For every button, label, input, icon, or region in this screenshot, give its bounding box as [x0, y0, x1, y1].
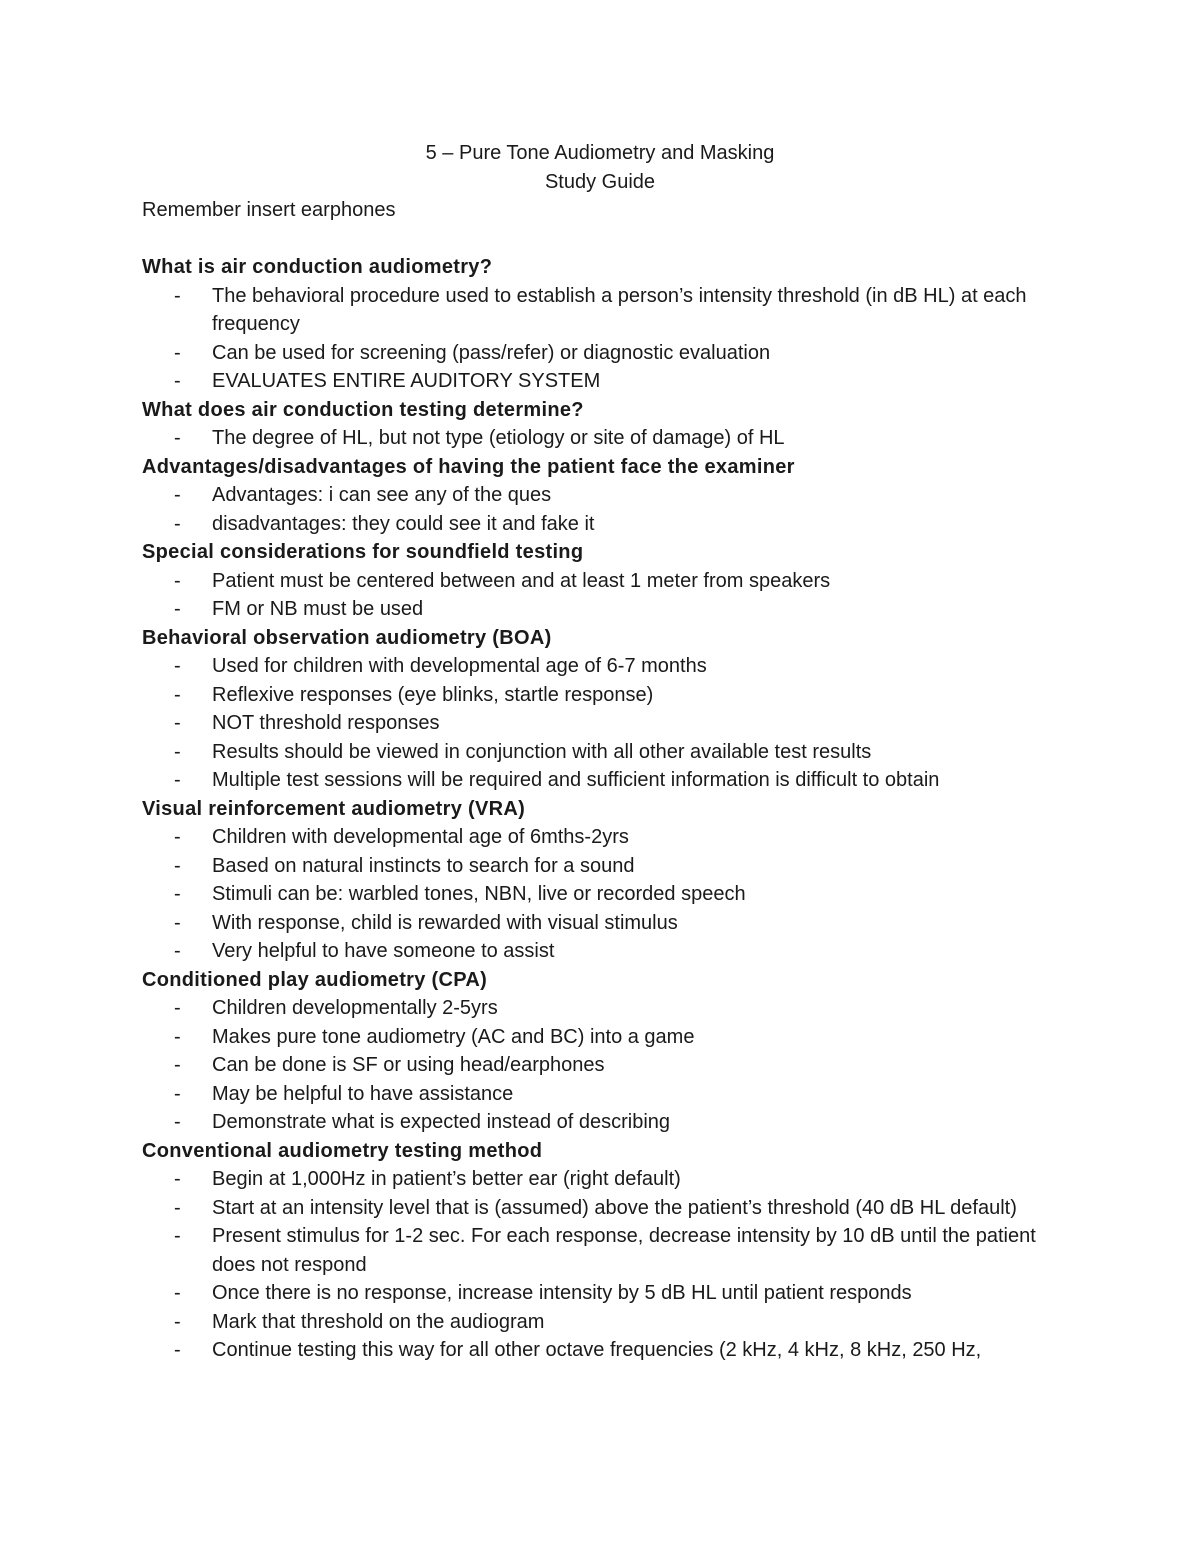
bullet-dash: - — [174, 512, 181, 535]
bullet-dash: - — [174, 1310, 181, 1333]
bullet-dash: - — [174, 284, 181, 307]
bullet-dash: - — [174, 826, 181, 848]
bullet-item — [142, 852, 1052, 881]
bullet-dash: - — [174, 883, 181, 905]
bullet-list — [142, 823, 1052, 966]
bullet-item — [142, 481, 1052, 510]
bullet-dash: - — [174, 427, 181, 449]
sections-container — [142, 253, 1052, 1365]
bullet-dash: - — [174, 769, 181, 791]
bullet-list — [142, 652, 1052, 795]
bullet-dash: - — [174, 1225, 181, 1247]
bullet-dash: - — [174, 1168, 181, 1190]
bullet-dash: - — [174, 655, 181, 677]
bullet-text: Demonstrate what is expected instead of describing — [212, 1111, 671, 1133]
bullet-item — [142, 282, 1052, 339]
bullet-dash: - — [174, 683, 181, 706]
bullet-text: Used for children with developmental age of 6-7 months — [212, 655, 707, 677]
bullet-text: Results should be viewed in conjunction with all other available test results — [212, 740, 872, 763]
bullet-item — [142, 1080, 1052, 1109]
bullet-text: Patient must be centered between and at least 1 meter from speakers — [212, 569, 831, 592]
bullet-dash: - — [174, 341, 181, 364]
bullet-text: Stimuli can be: warbled tones, NBN, live or recorded speech — [212, 883, 746, 905]
bullet-text: Based on natural instincts to search for a sound — [212, 854, 635, 877]
bullet-text: Children developmentally 2-5yrs — [212, 997, 498, 1019]
bullet-list — [142, 994, 1052, 1137]
bullet-item — [142, 1308, 1052, 1337]
bullet-text: Multiple test sessions will be required and sufficient information is difficult to obtain — [212, 769, 940, 791]
section-heading: Special considerations for soundfield testing — [142, 541, 584, 563]
bullet-text: Once there is no response, increase intensity by 5 dB HL until patient responds — [212, 1282, 912, 1304]
bullet-text: Start at an intensity level that is (assumed) above the patient’s threshold (40 dB HL default) — [212, 1196, 1017, 1219]
bullet-text: FM or NB must be used — [212, 598, 424, 620]
bullet-text: Continue testing this way for all other octave frequencies (2 kHz, 4 kHz, 8 kHz, 250 Hz, — [212, 1339, 982, 1361]
section-heading: Behavioral observation audiometry (BOA) — [142, 626, 552, 649]
bullet-dash: - — [174, 598, 181, 620]
bullet-dash: - — [174, 1196, 181, 1219]
bullet-list — [142, 1165, 1052, 1365]
bullet-text: The degree of HL, but not type (etiology or site of damage) of HL — [212, 427, 785, 449]
bullet-text: May be helpful to have assistance — [212, 1082, 514, 1105]
bullet-list — [142, 424, 1052, 453]
bullet-text: Can be done is SF or using head/earphones — [212, 1054, 605, 1076]
bullet-dash: - — [174, 370, 181, 392]
bullet-item — [142, 880, 1052, 909]
bullet-text: Mark that threshold on the audiogram — [212, 1310, 545, 1333]
section-heading: Conditioned play audiometry (CPA) — [142, 968, 488, 991]
bullet-item — [142, 652, 1052, 681]
bullet-item — [142, 1194, 1052, 1223]
bullet-text: Very helpful to have someone to assist — [212, 940, 555, 962]
bullet-text: Makes pure tone audiometry (AC and BC) into a game — [212, 1025, 695, 1048]
bullet-dash: - — [174, 712, 181, 734]
bullet-item — [142, 1336, 1052, 1365]
bullet-item — [142, 595, 1052, 624]
bullet-text: EVALUATES ENTIRE AUDITORY SYSTEM — [212, 370, 601, 392]
bullet-dash: - — [174, 1054, 181, 1076]
document-subtitle: Study Guide — [544, 170, 656, 193]
bullet-text: Begin at 1,000Hz in patient’s better ear (right default) — [212, 1168, 681, 1190]
bullet-item — [142, 1165, 1052, 1194]
bullet-item — [142, 937, 1052, 966]
bullet-item — [142, 1279, 1052, 1308]
bullet-dash: - — [174, 1282, 181, 1304]
section-heading: What is air conduction audiometry? — [142, 256, 493, 278]
bullet-dash: - — [174, 854, 181, 877]
bullet-item — [142, 681, 1052, 710]
bullet-item — [142, 367, 1052, 396]
bullet-dash: - — [174, 997, 181, 1019]
bullet-item — [142, 339, 1052, 368]
bullet-item — [142, 1222, 1052, 1279]
bullet-text: The behavioral procedure used to establish a person’s intensity threshold (in dB HL) at each frequency — [212, 284, 1027, 335]
section-heading: Advantages/disadvantages of having the patient face the examiner — [142, 455, 795, 478]
bullet-item — [142, 909, 1052, 938]
bullet-dash: - — [174, 484, 181, 506]
bullet-item — [142, 709, 1052, 738]
bullet-dash: - — [174, 569, 181, 592]
bullet-item — [142, 994, 1052, 1023]
bullet-item — [142, 766, 1052, 795]
intro-note: Remember insert earphones — [142, 199, 396, 221]
bullet-list — [142, 567, 1052, 624]
bullet-dash: - — [174, 1025, 181, 1048]
section-heading: Conventional audiometry testing method — [142, 1139, 543, 1162]
document-title: 5 – Pure Tone Audiometry and Masking — [425, 142, 775, 164]
bullet-text: With response, child is rewarded with visual stimulus — [212, 911, 678, 934]
bullet-text: Children with developmental age of 6mths-2yrs — [212, 826, 629, 848]
bullet-dash: - — [174, 911, 181, 934]
bullet-text: Reflexive responses (eye blinks, startle response) — [212, 683, 654, 706]
bullet-text: Present stimulus for 1-2 sec. For each response, decrease intensity by 10 dB until the patient does not respond — [212, 1225, 1036, 1276]
bullet-item — [142, 510, 1052, 539]
bullet-item — [142, 424, 1052, 453]
bullet-item — [142, 567, 1052, 596]
bullet-text: NOT threshold responses — [212, 712, 440, 734]
section-heading: What does air conduction testing determine? — [142, 398, 584, 421]
bullet-list — [142, 481, 1052, 538]
section-heading: Visual reinforcement audiometry (VRA) — [142, 797, 526, 820]
bullet-item — [142, 1023, 1052, 1052]
bullet-item — [142, 1108, 1052, 1137]
bullet-dash: - — [174, 1339, 181, 1361]
bullet-dash: - — [174, 1082, 181, 1105]
bullet-item — [142, 738, 1052, 767]
bullet-text: Can be used for screening (pass/refer) or diagnostic evaluation — [212, 341, 771, 364]
bullet-text: Advantages: i can see any of the ques — [212, 484, 552, 506]
bullet-dash: - — [174, 740, 181, 763]
bullet-list — [142, 282, 1052, 396]
bullet-dash: - — [174, 1111, 181, 1133]
bullet-item — [142, 823, 1052, 852]
bullet-text: disadvantages: they could see it and fake it — [212, 512, 595, 535]
document-body — [142, 139, 1052, 1365]
bullet-dash: - — [174, 940, 181, 962]
bullet-item — [142, 1051, 1052, 1080]
